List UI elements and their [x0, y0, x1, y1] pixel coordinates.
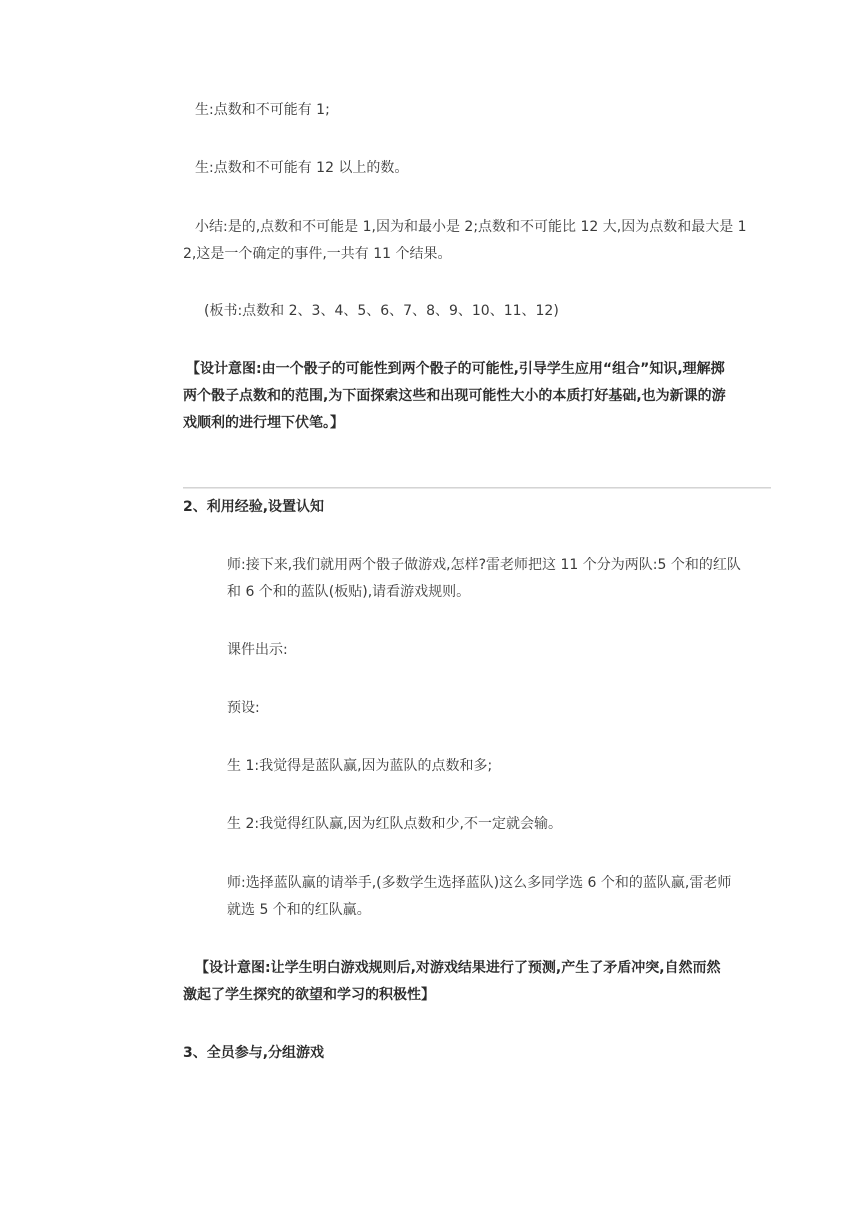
preset-line: 预设: [227, 700, 260, 716]
summary-line-2: 2,这是一个确定的事件,一共有 11 个结果。 [183, 246, 452, 262]
design-intent-2-line-2: 激起了学生探究的欲望和学习的积极性】 [183, 987, 435, 1003]
summary-line-1: 小结:是的,点数和不可能是 1,因为和最小是 2;点数和不可能比 12 大,因为点数和最大是 1 [195, 219, 747, 235]
teacher-line-1b: 和 6 个和的蓝队(板贴),请看游戏规则。 [227, 584, 471, 600]
design-intent-1-line-3: 戏顺利的进行埋下伏笔。】 [183, 415, 344, 431]
student-line-2: 生:点数和不可能有 12 以上的数。 [195, 160, 409, 176]
teacher-line-2a: 师:选择蓝队赢的请举手,(多数学生选择蓝队)这么多同学选 6 个和的蓝队赢,雷老师 [227, 875, 732, 891]
teacher-line-1a: 师:接下来,我们就用两个骰子做游戏,怎样?雷老师把这 11 个分为两队:5 个和的红队 [227, 557, 741, 573]
courseware-line: 课件出示: [227, 642, 288, 658]
teacher-line-2b: 就选 5 个和的红队赢。 [227, 902, 371, 918]
board-note: (板书:点数和 2、3、4、5、6、7、8、9、10、11、12) [204, 303, 559, 319]
student-1-line: 生 1:我觉得是蓝队赢,因为蓝队的点数和多; [227, 758, 493, 774]
student-2-line: 生 2:我觉得红队赢,因为红队点数和少,不一定就会输。 [227, 816, 562, 832]
design-intent-1-line-2: 两个骰子点数和的范围,为下面探索这些和出现可能性大小的本质打好基础,也为新课的游 [183, 388, 726, 404]
design-intent-2-line-1: 【设计意图:让学生明白游戏规则后,对游戏结果进行了预测,产生了矛盾冲突,自然而然 [195, 960, 721, 976]
section-heading-3: 3、全员参与,分组游戏 [183, 1045, 325, 1061]
design-intent-1-line-1: 【设计意图:由一个骰子的可能性到两个骰子的可能性,引导学生应用“组合”知识,理解掷 [186, 361, 725, 377]
student-line-1: 生:点数和不可能有 1; [195, 102, 330, 118]
section-heading-2: 2、利用经验,设置认知 [183, 499, 325, 515]
section-divider [183, 487, 771, 489]
